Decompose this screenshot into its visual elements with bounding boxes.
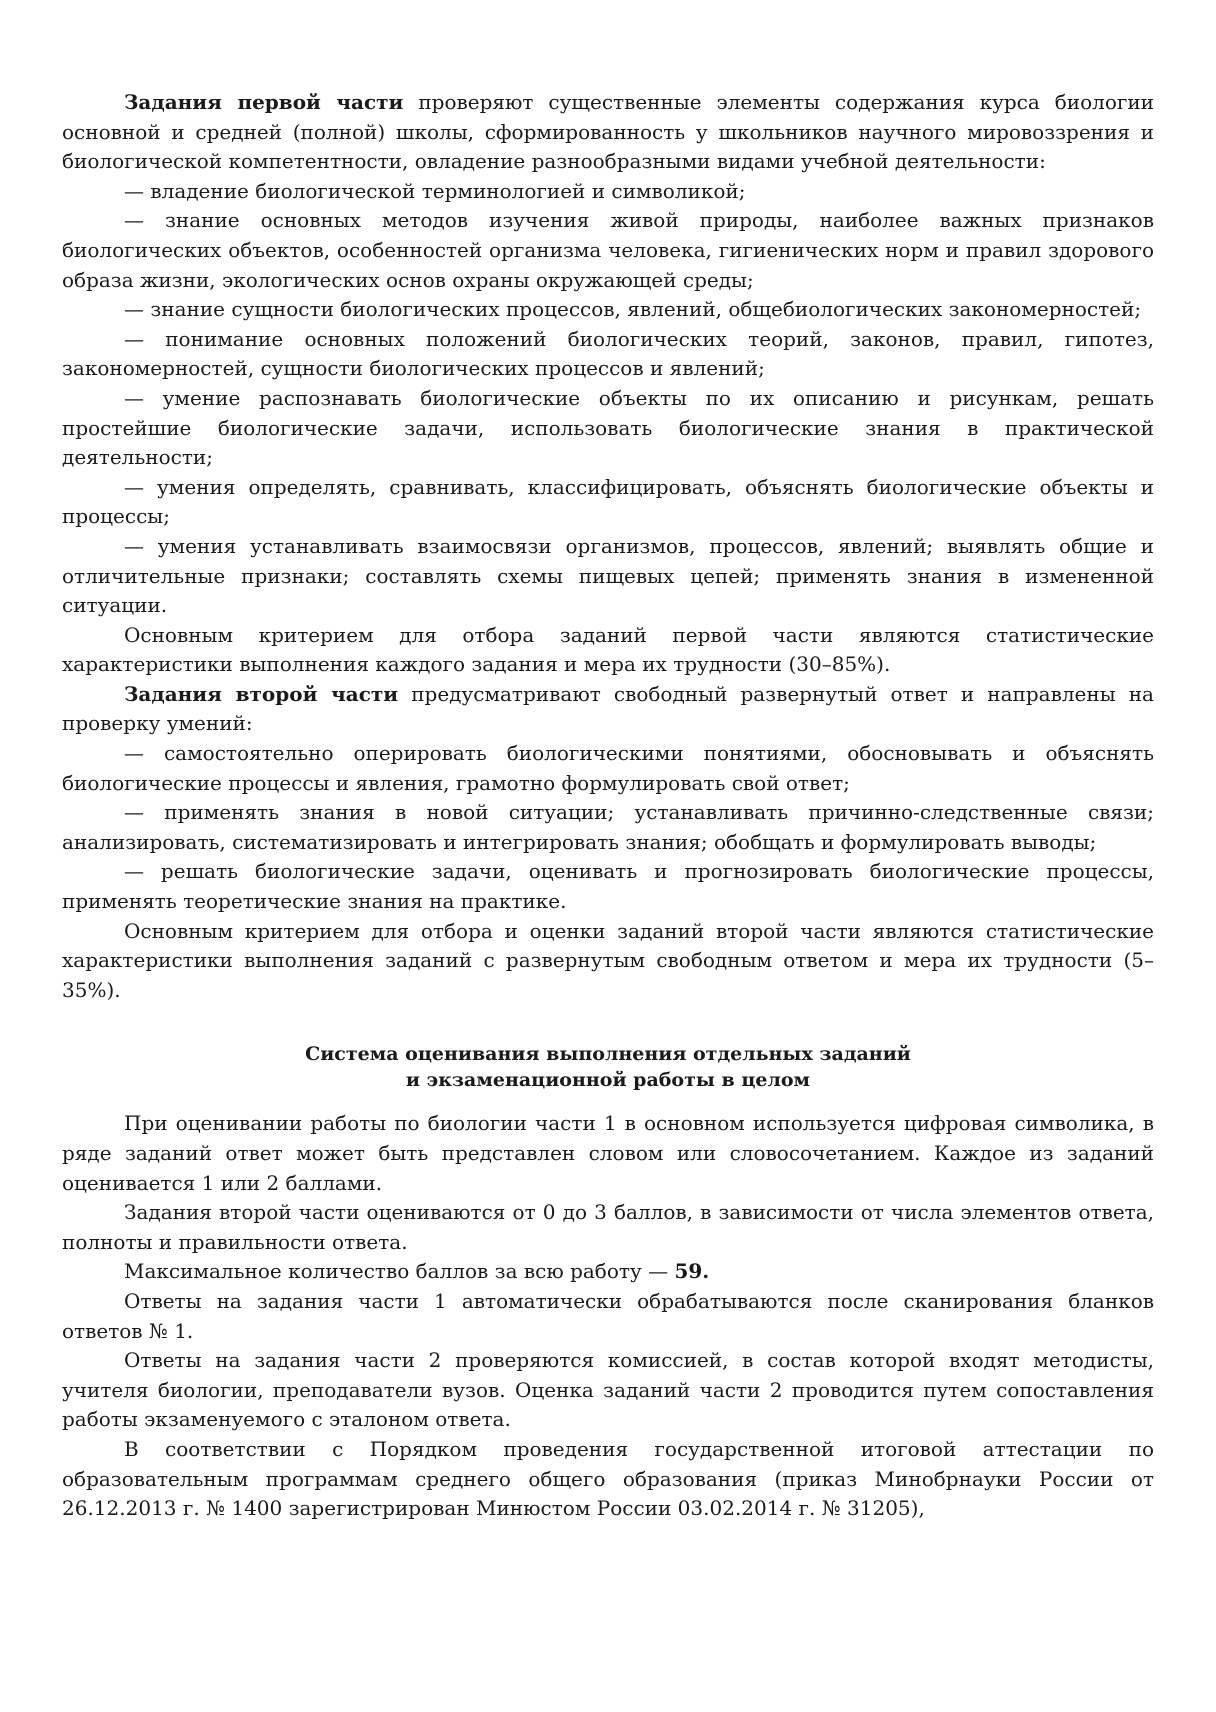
part1-criterion: Основным критерием для отбора заданий первой части являются статистические характеристики выполнения каждого задания и мера их трудности (30–85%). (62, 622, 1154, 677)
part1-skill: — владение биологической терминологией и символикой; (124, 178, 746, 203)
assessment-paragraph: При оценивании работы по биологии части 1 в основном используется цифровая символика, в ряде заданий ответ может быть представлен словом или словосочетанием. Каждое из заданий оценивается 1 или 2 баллами. (62, 1111, 1154, 1195)
part1-skill: — умения устанавливать взаимосвязи организмов, процессов, явлений; выявлять общие и отличительные признаки; составлять схемы пищевых цепей; применять знания в измененной ситуации. (62, 533, 1154, 618)
part1-lead: Задания первой части (124, 90, 404, 114)
section-heading (62, 1041, 1154, 1093)
section-heading-line2: и экзаменационной работы в целом (405, 1069, 811, 1092)
max-score-label: Максимальное количество баллов за всю работу — (124, 1259, 675, 1284)
assessment-paragraph: В соответствии с Порядком проведения государственной итоговой аттестации по образовательным программам среднего общего образования (приказ Минобрнауки России от 26.12.2013 г. № 1400 зарегистрирован Минюстом России 03.02.2014 г. № 31205), (62, 1436, 1154, 1521)
part1-skill: — умение распознавать биологические объекты по их описанию и рисункам, решать простейшие биологические задачи, использовать биологические знания в практической деятельности; (62, 385, 1154, 470)
part2-intro-text: предусматривают свободный развернутый ответ и направлены на проверку умений: (62, 681, 1154, 736)
assessment-paragraph: Ответы на задания части 1 автоматически обрабатываются после сканирования бланков ответов № 1. (62, 1288, 1154, 1343)
part1-intro-text: проверяют существенные элементы содержания курса биологии основной и средней (полной) школы, сформированность у школьников научного мировоззрения и биологической компетентности, овладение разнообразными видами учебной деятельности: (62, 90, 1155, 174)
section-heading-line1: Система оценивания выполнения отдельных заданий (305, 1043, 911, 1066)
part1-intro (62, 88, 1154, 177)
assessment-paragraph: Задания второй части оцениваются от 0 до 3 баллов, в зависимости от числа элементов ответа, полноты и правильности ответа. (62, 1200, 1154, 1254)
part2-criterion: Основным критерием для отбора и оценки заданий второй части являются статистические характеристики выполнения заданий с развернутым свободным ответом и мера их трудности (5–35%). (62, 918, 1154, 1002)
part2-skill: — применять знания в новой ситуации; устанавливать причинно-следственные связи; анализировать, систематизировать и интегрировать знания; обобщать и формулировать выводы; (62, 800, 1154, 854)
document-page (62, 88, 1154, 1524)
part2-lead: Задания второй части (124, 681, 399, 706)
part2-skill: — самостоятельно оперировать биологическими понятиями, обосновывать и объяснять биологические процессы и явления, грамотно формулировать свой ответ; (62, 741, 1154, 795)
part1-skill: — знание основных методов изучения живой природы, наиболее важных признаков биологических объектов, особенностей организма человека, гигиенических норм и правил здорового образа жизни, экологических основ охраны окружающей среды; (62, 208, 1154, 292)
max-score-paragraph (62, 1257, 1154, 1287)
part1-skill: — умения определять, сравнивать, классифицировать, объяснять биологические объекты и процессы; (62, 474, 1154, 529)
part1-skill: — знание сущности биологических процессов, явлений, общебиологических закономерностей; (124, 297, 1142, 322)
part2-intro (62, 680, 1154, 739)
part2-skill: — решать биологические задачи, оценивать и прогнозировать биологические процессы, применять теоретические знания на практике. (62, 859, 1154, 914)
assessment-paragraph: Ответы на задания части 2 проверяются комиссией, в состав которой входят методисты, учителя биологии, преподаватели вузов. Оценка заданий части 2 проводится путем сопоставления работы экзаменуемого с эталоном ответа. (62, 1348, 1154, 1432)
max-score-value: 59. (674, 1259, 710, 1284)
part1-skill: — понимание основных положений биологических теорий, законов, правил, гипотез, закономерностей, сущности биологических процессов и явлений; (62, 326, 1154, 381)
